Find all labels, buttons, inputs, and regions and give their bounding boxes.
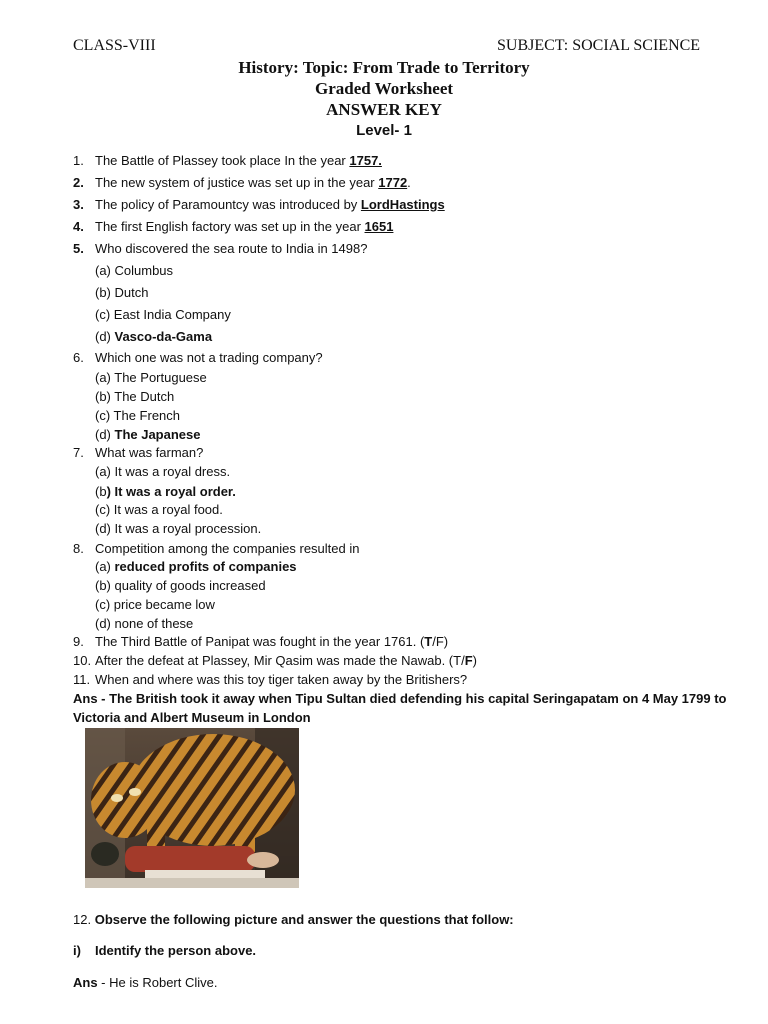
q9-answer: T bbox=[424, 634, 433, 649]
q12-sub-text: Identify the person above. bbox=[94, 943, 257, 958]
q6-option-c: (c) The French bbox=[95, 408, 181, 423]
q5-text: Who discovered the sea route to India in 1498? bbox=[95, 241, 368, 256]
q5-option-d bbox=[95, 329, 212, 344]
q3-answer: LordHastings bbox=[360, 197, 445, 212]
q9-text: The Third Battle of Panipat was fought in the year 1761. ( bbox=[95, 634, 425, 649]
q6-option-d bbox=[95, 427, 201, 442]
q11-number: 11. bbox=[73, 672, 91, 687]
q5-option-d-prefix: (d) bbox=[95, 329, 115, 344]
q8-option-c: (c) price became low bbox=[95, 597, 215, 612]
q5-option-a: (a) Columbus bbox=[95, 263, 174, 278]
q3-number: 3. bbox=[73, 197, 84, 212]
q10-text: After the defeat at Plassey, Mir Qasim was made the Nawab. (T/ bbox=[95, 653, 465, 668]
q5-answer: Vasco-da-Gama bbox=[114, 329, 213, 344]
q12-answer-text: - He is Robert Clive. bbox=[97, 975, 218, 990]
q12-answer bbox=[73, 975, 217, 990]
q1-text: The Battle of Plassey took place In the year bbox=[95, 153, 350, 168]
answer-key-title: ANSWER KEY bbox=[326, 100, 442, 119]
q6-text: Which one was not a trading company? bbox=[95, 350, 323, 365]
q6-option-a: (a) The Portuguese bbox=[95, 370, 207, 385]
toy-tiger-photo bbox=[85, 728, 299, 888]
q4-text: The first English factory was set up in the year bbox=[95, 219, 365, 234]
q10-answer: F bbox=[464, 653, 473, 668]
q8-answer: reduced profits of companies bbox=[114, 559, 297, 574]
q12-answer-label: Ans bbox=[73, 975, 98, 990]
q7-option-b-prefix: (b bbox=[95, 484, 107, 499]
q5-option-c: (c) East India Company bbox=[95, 307, 231, 322]
q3-text: The policy of Paramountcy was introduced by bbox=[95, 197, 361, 212]
worksheet-title: Graded Worksheet bbox=[314, 79, 454, 98]
q10-line bbox=[95, 653, 477, 668]
q11-text: When and where was this toy tiger taken away by the Britishers? bbox=[95, 672, 468, 687]
q4-number: 4. bbox=[73, 219, 84, 234]
class-label: CLASS-VIII bbox=[73, 37, 156, 54]
q5-number: 5. bbox=[73, 241, 84, 256]
q5-option-b: (b) Dutch bbox=[95, 285, 149, 300]
q12-number: 12. bbox=[73, 912, 92, 927]
q12-sub-line bbox=[73, 943, 256, 958]
q7-text: What was farman? bbox=[95, 445, 204, 460]
q8-option-d: (d) none of these bbox=[95, 616, 194, 631]
q9-line bbox=[95, 634, 448, 649]
q6-option-d-prefix: (d) bbox=[95, 427, 115, 442]
q2-text: The new system of justice was set up in the year bbox=[95, 175, 379, 190]
q9-number: 9. bbox=[73, 634, 84, 649]
q11-answer-line-2: Victoria and Albert Museum in London bbox=[73, 710, 311, 725]
q8-option-a-prefix: (a) bbox=[95, 559, 115, 574]
level-title: Level- 1 bbox=[356, 122, 412, 139]
q3-line bbox=[95, 197, 445, 212]
topic-title: History: Topic: From Trade to Territory bbox=[238, 58, 530, 77]
q7-option-d: (d) It was a royal procession. bbox=[95, 521, 262, 536]
q7-option-c: (c) It was a royal food. bbox=[95, 502, 223, 517]
q7-option-a: (a) It was a royal dress. bbox=[95, 464, 231, 479]
q4-line bbox=[95, 219, 393, 234]
q6-number: 6. bbox=[73, 350, 84, 365]
q7-option-b bbox=[95, 484, 236, 499]
q12-text: Observe the following picture and answer the questions that follow: bbox=[94, 912, 514, 927]
q1-answer: 1757. bbox=[349, 153, 382, 168]
q10-tail: ) bbox=[472, 653, 477, 668]
q1-number: 1. bbox=[73, 153, 84, 168]
toy-tiger-illustration bbox=[85, 728, 299, 888]
q6-option-b: (b) The Dutch bbox=[95, 389, 175, 404]
q2-answer: 1772 bbox=[378, 175, 408, 190]
q2-line bbox=[95, 175, 411, 190]
q1-line bbox=[95, 153, 382, 168]
q8-option-b: (b) quality of goods increased bbox=[95, 578, 266, 593]
q11-answer-line-1: Ans - The British took it away when Tipu Sultan died defending his capital Seringapatam on 4 May 1799 to bbox=[73, 691, 727, 706]
q8-option-a bbox=[95, 559, 297, 574]
q8-number: 8. bbox=[73, 541, 84, 556]
q12-sub-number: i) bbox=[73, 943, 81, 958]
q7-number: 7. bbox=[73, 445, 84, 460]
q10-number: 10. bbox=[73, 653, 92, 668]
q4-answer: 1651 bbox=[364, 219, 394, 234]
q8-text: Competition among the companies resulted in bbox=[95, 541, 360, 556]
q12-line bbox=[73, 912, 514, 927]
q2-tail: . bbox=[407, 175, 411, 190]
q7-answer: ) It was a royal order. bbox=[106, 484, 236, 499]
q2-number: 2. bbox=[73, 175, 84, 190]
q9-tail: /F) bbox=[432, 634, 449, 649]
subject-label: SUBJECT: SOCIAL SCIENCE bbox=[497, 37, 701, 54]
q6-answer: The Japanese bbox=[114, 427, 201, 442]
